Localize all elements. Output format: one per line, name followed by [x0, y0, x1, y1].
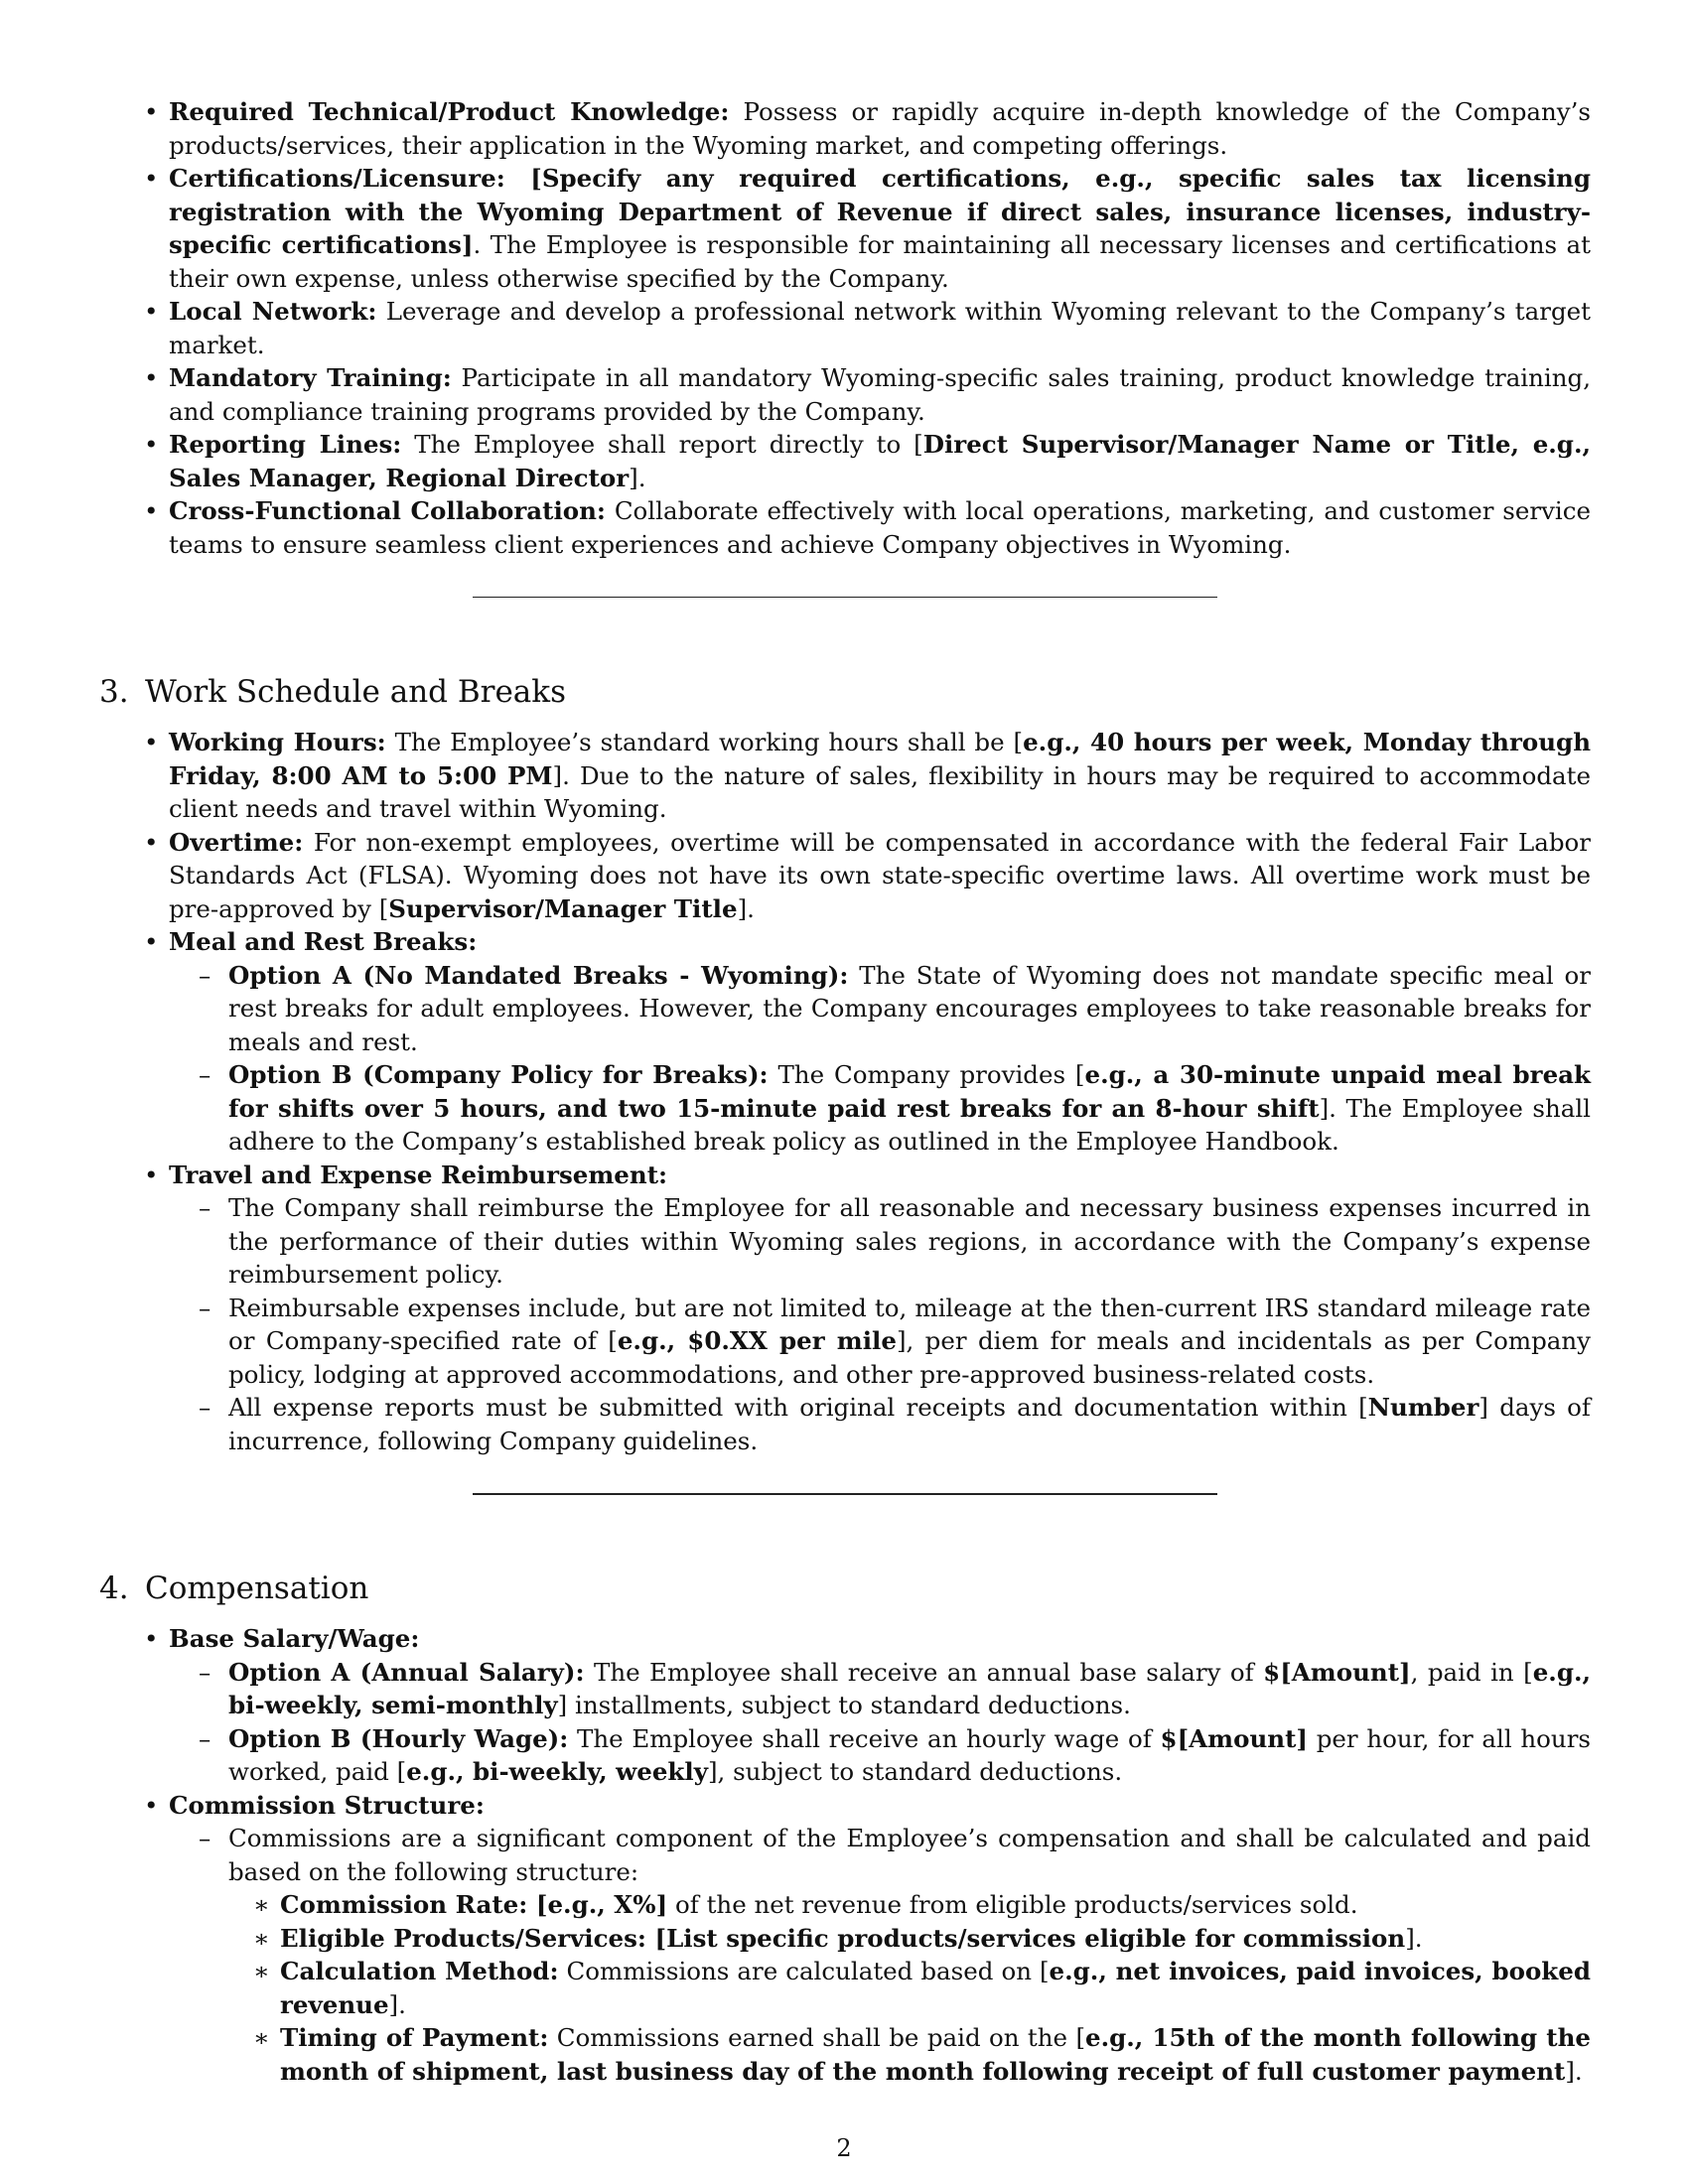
list-item: • Reporting Lines: The Employee shall report directly to [Direct Supervisor/Manager Name or Title, e.g., Sales Manager, Regional Director]. [169, 428, 1591, 494]
list-item: – Option B (Company Policy for Breaks): The Company provides [e.g., a 30-minute unpaid meal break for shifts over 5 hours, and two 15-minute paid rest breaks for an 8-hour shift]. The Employee shall adhere to the Company’s established break policy as outlined in the Employee Handbook. [228, 1058, 1591, 1159]
list-item: – All expense reports must be submitted with original receipts and documentation within [Number] days of incurrence, following Company guidelines. [228, 1391, 1591, 1457]
list-item-breaks: • Meal and Rest Breaks: – Option A (No Mandated Breaks - Wyoming): The State of Wyoming does not mandate specific meal or rest breaks for adult employees. However, the Company encourages employees to take reasonable breaks for meals and rest. – Option B (Company Policy for Breaks): The Company provides [e.g., a 30-minute unpaid meal break for shifts over 5 hours, and two 15-minute paid rest breaks for an 8-hour shift]. The Employee shall adhere to the Company’s established break policy as outlined in the Employee Handbook. [169, 925, 1591, 1159]
section-heading-work-schedule: 3. Work Schedule and Breaks [99, 674, 566, 710]
list-item: ∗ Commission Rate: [e.g., X%] of the net revenue from eligible products/services sold. [280, 1888, 1591, 1922]
list-item: • Required Technical/Product Knowledge: Possess or rapidly acquire in-depth knowledge of the Company’s products/services, their application in the Wyoming market, and competing offerings. [169, 95, 1591, 162]
section-divider [99, 1457, 1591, 1531]
list-item-overtime: • Overtime: For non-exempt employees, overtime will be compensated in accordance with the federal Fair Labor Standards Act (FLSA). Wyoming does not have its own state-specific overtime laws. All overtime work must be pre-approved by [Supervisor/Manager Title]. [169, 826, 1591, 926]
breaks-sublist [228, 959, 1591, 1159]
list-item: ∗ Timing of Payment: Commissions earned shall be paid on the [e.g., 15th of the month following the month of shipment, last business day of the month following receipt of full customer payment]. [280, 2021, 1591, 2088]
list-item-working-hours: • Working Hours: The Employee’s standard working hours shall be [e.g., 40 hours per week, Monday through Friday, 8:00 AM to 5:00 PM]. Due to the nature of sales, flexibility in hours may be required to accommodate client needs and travel within Wyoming. [169, 726, 1591, 826]
list-item: – Option A (Annual Salary): The Employee shall receive an annual base salary of $[Amount], paid in [e.g., bi-weekly, semi-monthly] installments, subject to standard deductions. [228, 1656, 1591, 1722]
list-item: • Mandatory Training: Participate in all mandatory Wyoming-specific sales training, product knowledge training, and compliance training programs provided by the Company. [169, 361, 1591, 428]
base-salary-sublist [228, 1656, 1591, 1789]
list-item: – Option A (No Mandated Breaks - Wyoming): The State of Wyoming does not mandate specific meal or rest breaks for adult employees. However, the Company encourages employees to take reasonable breaks for meals and rest. [228, 959, 1591, 1059]
list-item: • Local Network: Leverage and develop a professional network within Wyoming relevant to the Company’s target market. [169, 295, 1591, 361]
list-item: ∗ Eligible Products/Services: [List specific products/services eligible for commission]. [280, 1922, 1591, 1956]
list-item-commission: • Commission Structure: – Commissions are a significant component of the Employee’s compensation and shall be calculated and paid based on the following structure: ∗ Commission Rate: [e.g., X%] of the net revenue from eligible products/services sold. ∗ Eligible Products/Services: [List specific products/services eligible for commission]. ∗ Calculation Method: Commissions are calculated based on [e.g., net invoices, paid invoices, booked revenue]. ∗ Timing of Payment: Commissions earned shall be paid on the [e.g., 15th of the month following the month of shipment, last business day of the month following receipt of full customer payment]. [169, 1789, 1591, 2089]
page-content [99, 95, 1591, 2088]
section4-list [169, 1622, 1591, 2088]
travel-sublist [228, 1191, 1591, 1457]
commission-sublist [228, 1822, 1591, 2088]
list-item: – Reimbursable expenses include, but are not limited to, mileage at the then-current IRS standard mileage rate or Company-specified rate of [e.g., $0.XX per mile], per diem for meals and incidentals as per Company policy, lodging at approved accommodations, and other pre-approved business-related costs. [228, 1292, 1591, 1392]
commission-detail-list [280, 1888, 1591, 2088]
list-item: • Certifications/Licensure: [Specify any required certifications, e.g., specific sales tax licensing registration with the Wyoming Department of Revenue if direct sales, insurance licenses, industry-specific certifications]. The Employee is responsible for maintaining all necessary licenses and certifications at their own expense, unless otherwise specified by the Company. [169, 162, 1591, 295]
page-number: 2 [836, 2134, 852, 2162]
list-item: ∗ Calculation Method: Commissions are calculated based on [e.g., net invoices, paid invoices, booked revenue]. [280, 1955, 1591, 2021]
section3-list [169, 726, 1591, 1457]
list-item: – Commissions are a significant component of the Employee’s compensation and shall be calculated and paid based on the following structure: ∗ Commission Rate: [e.g., X%] of the net revenue from eligible products/services sold. ∗ Eligible Products/Services: [List specific products/services eligible for commission]. ∗ Calculation Method: Commissions are calculated based on [e.g., net invoices, paid invoices, booked revenue]. ∗ Timing of Payment: Commissions earned shall be paid on the [e.g., 15th of the month following the month of shipment, last business day of the month following receipt of full customer payment]. [228, 1822, 1591, 2088]
section-divider [99, 561, 1591, 634]
list-item: • Cross-Functional Collaboration: Collaborate effectively with local operations, marketing, and customer service teams to ensure seamless client experiences and achieve Company objectives in Wyoming. [169, 494, 1591, 561]
list-item: – The Company shall reimburse the Employee for all reasonable and necessary business expenses incurred in the performance of their duties within Wyoming sales regions, in accordance with the Company’s expense reimbursement policy. [228, 1191, 1591, 1292]
list-item-travel: • Travel and Expense Reimbursement: – The Company shall reimburse the Employee for all reasonable and necessary business expenses incurred in the performance of their duties within Wyoming sales regions, in accordance with the Company’s expense reimbursement policy. – Reimbursable expenses include, but are not limited to, mileage at the then-current IRS standard mileage rate or Company-specified rate of [e.g., $0.XX per mile], per diem for meals and incidentals as per Company policy, lodging at approved accommodations, and other pre-approved business-related costs. – All expense reports must be submitted with original receipts and documentation within [Number] days of incurrence, following Company guidelines. [169, 1159, 1591, 1458]
list-item: – Option B (Hourly Wage): The Employee shall receive an hourly wage of $[Amount] per hour, for all hours worked, paid [e.g., bi-weekly, weekly], subject to standard deductions. [228, 1722, 1591, 1789]
section2-list [169, 95, 1591, 561]
section-heading-compensation: 4. Compensation [99, 1570, 369, 1606]
list-item-base-salary: • Base Salary/Wage: – Option A (Annual Salary): The Employee shall receive an annual base salary of $[Amount], paid in [e.g., bi-weekly, semi-monthly] installments, subject to standard deductions. – Option B (Hourly Wage): The Employee shall receive an hourly wage of $[Amount] per hour, for all hours worked, paid [e.g., bi-weekly, weekly], subject to standard deductions. [169, 1622, 1591, 1789]
